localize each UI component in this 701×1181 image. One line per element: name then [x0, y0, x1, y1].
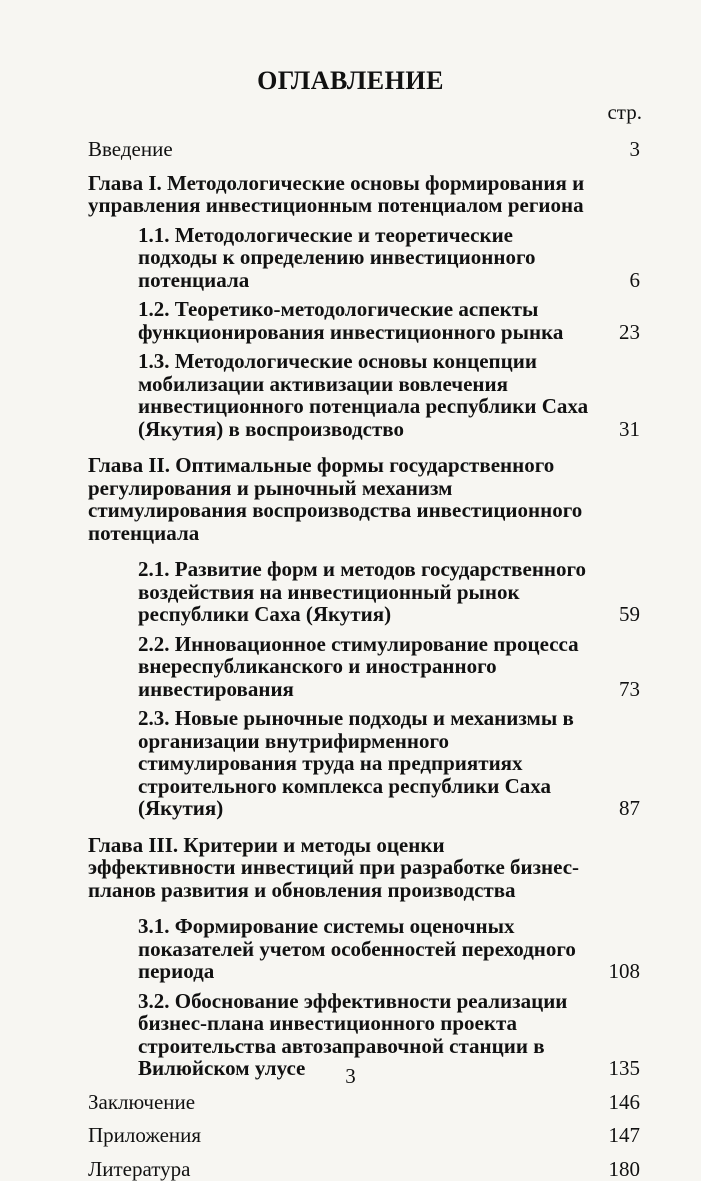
toc-entry-text: Глава II. Оптимальные формы государственного регулирования и рыночный механизм стимулирования воспроизводства инвестиционного потенциала — [88, 453, 583, 545]
toc-entry-introduction — [88, 138, 640, 161]
toc-entry-page: 3 — [629, 137, 640, 161]
toc-entry-page: 31 — [619, 416, 640, 441]
toc-entry-page: 146 — [608, 1089, 640, 1114]
toc-entry-page: 147 — [608, 1123, 640, 1147]
toc-entry-chapter-1 — [88, 172, 640, 217]
toc-entry-text: Введение — [88, 137, 173, 161]
toc-entry-text: Литература — [88, 1156, 191, 1181]
toc-entry-page: 59 — [619, 602, 640, 626]
toc-entry-section-2-1 — [138, 558, 640, 626]
toc-entry-chapter-2 — [88, 454, 640, 544]
page-number: 3 — [345, 1064, 356, 1088]
toc-entry-text: Глава III. Критерии и методы оценки эффективности инвестиций при разработке бизнес-планов развития и обновления производства — [88, 832, 580, 902]
toc-entry-section-3-1 — [138, 915, 640, 983]
toc-entry-text: 1.2. Теоретико-методологические аспекты функционирования инвестиционного рынка — [138, 297, 564, 344]
toc-entry-appendices — [88, 1124, 640, 1147]
page-title: ОГЛАВЛЕНИЕ — [257, 66, 444, 95]
table-of-contents — [88, 138, 640, 1180]
pages-column-label: стр. — [607, 100, 642, 124]
toc-entry-literature — [88, 1158, 640, 1181]
toc-entry-text: 2.2. Инновационное стимулирование процесса внереспубликанского и иностранного инвестирования — [138, 631, 579, 701]
toc-entry-section-1-1 — [138, 224, 640, 292]
toc-entry-page: 23 — [619, 319, 640, 344]
toc-entry-page: 87 — [619, 796, 640, 820]
toc-entry-section-1-2 — [138, 298, 640, 343]
toc-entry-page: 135 — [608, 1056, 640, 1080]
toc-entry-text: Глава I. Методологические основы формирования и управления инвестиционным потенциалом региона — [88, 170, 585, 217]
toc-entry-section-2-3 — [138, 707, 640, 820]
toc-entry-text: 2.1. Развитие форм и методов государственного воздействия на инвестиционный рынок республики Саха (Якутия) — [138, 557, 587, 626]
toc-entry-text: Приложения — [88, 1123, 202, 1147]
toc-entry-page: 180 — [608, 1156, 640, 1181]
toc-entry-section-1-3 — [138, 350, 640, 440]
toc-entry-text: 1.3. Методологические основы концепции мобилизации активизации вовлечения инвестиционного потенциала республики Саха (Якутия) в воспроизводство — [138, 349, 589, 441]
toc-entry-page: 6 — [629, 267, 640, 292]
toc-entry-page: 73 — [619, 676, 640, 701]
toc-entry-section-2-2 — [138, 633, 640, 701]
toc-entry-text: 1.1. Методологические и теоретические подходы к определению инвестиционного потенциала — [138, 222, 536, 292]
toc-entry-text: 3.1. Формирование системы оценочных показателей учетом особенностей переходного периода — [138, 914, 576, 983]
toc-entry-page: 108 — [608, 959, 640, 983]
toc-entry-text: 3.2. Обоснование эффективности реализации бизнес-плана инвестиционного проекта строительства автозаправочной станции в Вилюйском улусе — [138, 988, 568, 1080]
toc-entry-text: Заключение — [88, 1089, 196, 1114]
toc-entry-text: 2.3. Новые рыночные подходы и механизмы в организации внутрифирменного стимулирования труда на предприятиях строительного комплекса республики Саха (Якутия) — [138, 706, 574, 820]
toc-entry-conclusion — [88, 1091, 640, 1114]
toc-entry-chapter-3 — [88, 834, 640, 902]
